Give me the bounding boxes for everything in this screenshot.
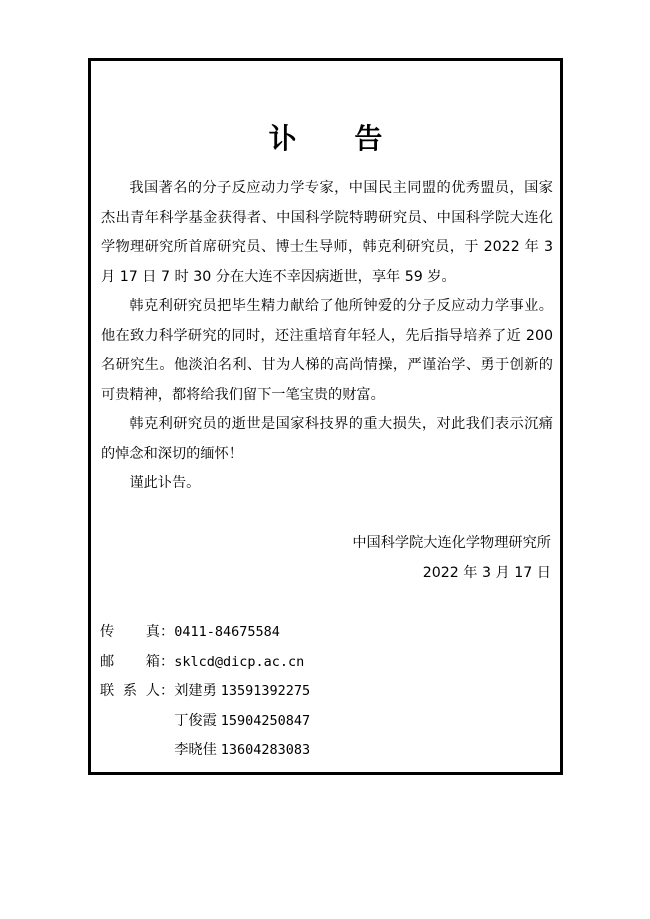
obituary-frame (88, 58, 563, 775)
contact-name: 丁俊霞 (174, 712, 217, 729)
contact-phone: 13591392275 (220, 683, 311, 699)
paragraph-condolence: 韩克利研究员的逝世是国家科技界的重大损失，对此我们表示沉痛的悼念和深切的缅怀！ (101, 416, 553, 462)
contact-person-row (100, 707, 310, 737)
signature-organization: 中国科学院大连化学物理研究所 (352, 535, 551, 551)
signature-date: 2022 年 3 月 17 日 (422, 564, 551, 581)
fax-label: 传 真 (100, 624, 160, 640)
contact-name: 刘建勇 (174, 683, 217, 699)
people-label: 联系人 (100, 683, 160, 699)
contact-phone: 15904250847 (220, 712, 311, 729)
fax-row: 传 真：0411-84675584 (100, 618, 310, 648)
signature-block (352, 529, 551, 588)
paragraph-announcement: 我国著名的分子反应动力学专家，中国民主同盟的优秀盟员，国家杰出青年科学基金获得者、中国科学院特聘研究员、中国科学院大连化学物理研究所首席研究员、博士生导师，韩克利研究员，于 2022 年 3 月 17 日 7 时 30 分在大连不幸因病逝世，享年 59 岁。 (101, 180, 553, 285)
contact-name: 李晓佳 (174, 742, 217, 758)
contact-person-row (100, 736, 310, 766)
contact-phone: 13604283083 (220, 742, 311, 758)
email-value[interactable]: sklcd@dicp.ac.cn (174, 653, 305, 670)
paragraph-closing: 谨此讣告。 (129, 475, 201, 491)
obituary-body (101, 174, 553, 499)
email-row: 邮 箱：sklcd@dicp.ac.cn (100, 648, 310, 678)
page-title: 讣 告 (268, 122, 407, 155)
paragraph-career: 韩克利研究员把毕生精力献给了他所钟爱的分子反应动力学事业。他在致力科学研究的同时，还注重培育年轻人，先后指导培养了近 200 名研究生。他淡泊名利、甘为人梯的高尚情操，严谨治学、勇于创新的可贵精神，都将给我们留下一笔宝贵的财富。 (101, 298, 553, 403)
fax-value: 0411-84675584 (174, 624, 280, 640)
email-label: 邮 箱 (100, 653, 160, 670)
contact-person-row: 联系人：刘建勇 13591392275 (100, 677, 310, 707)
contact-block (100, 618, 310, 766)
